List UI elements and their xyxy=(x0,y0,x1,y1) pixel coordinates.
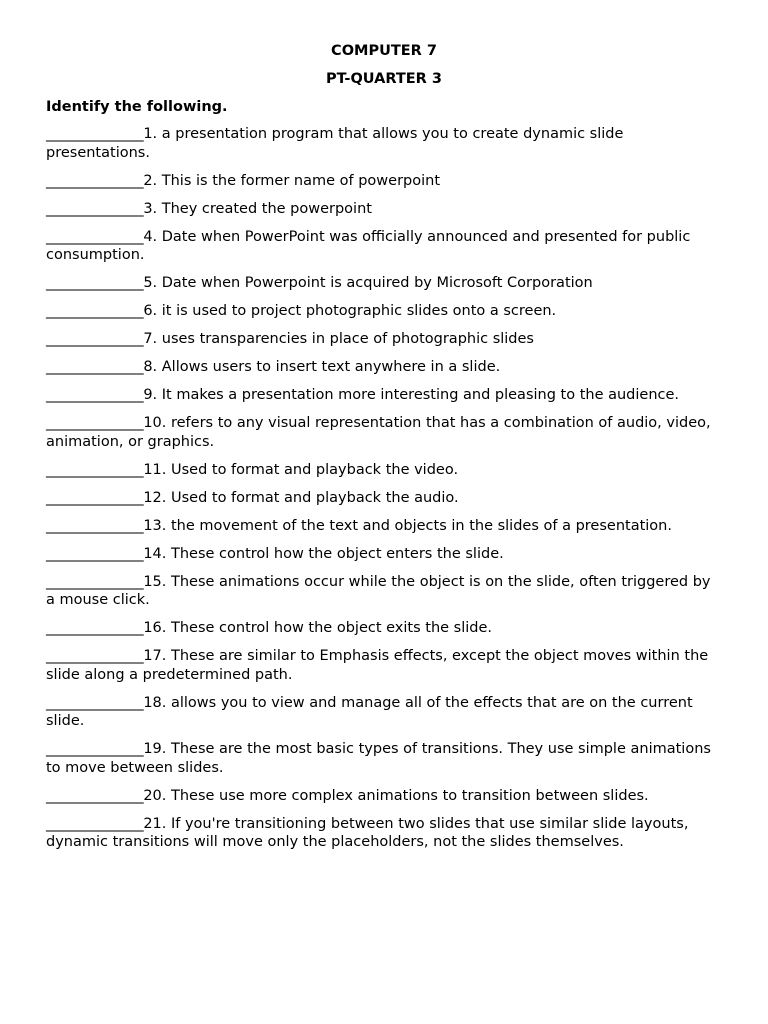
answer-blank: ______________ xyxy=(46,815,144,832)
question-item xyxy=(46,517,722,536)
question-item xyxy=(46,647,722,684)
question-item xyxy=(46,386,722,405)
question-item xyxy=(46,787,722,806)
question-text: 19. These are the most basic types of transitions. They use simple animations to move between slides. xyxy=(46,741,711,776)
answer-blank: ______________ xyxy=(46,331,144,347)
answer-blank: ______________ xyxy=(46,694,144,711)
answer-blank: ______________ xyxy=(46,489,144,506)
question-item xyxy=(46,125,722,162)
question-item xyxy=(46,694,722,731)
question-item xyxy=(46,740,722,777)
question-item xyxy=(46,228,722,265)
question-list xyxy=(46,125,722,852)
answer-blank: ______________ xyxy=(46,573,144,590)
answer-blank: ______________ xyxy=(46,620,144,636)
question-text: 12. Used to format and playback the audio. xyxy=(143,489,459,506)
question-text: 1. a presentation program that allows you to create dynamic slide presentations. xyxy=(46,126,624,161)
question-text: 8. Allows users to insert text anywhere in a slide. xyxy=(143,359,501,375)
question-item xyxy=(46,200,722,219)
question-item xyxy=(46,274,722,293)
question-item xyxy=(46,172,722,191)
question-text: 4. Date when PowerPoint was officially announced and presented for public consumption. xyxy=(46,228,691,263)
question-text: 5. Date when Powerpoint is acquired by Microsoft Corporation xyxy=(143,275,593,291)
question-item xyxy=(46,330,722,349)
answer-blank: ______________ xyxy=(46,200,144,217)
question-text: 6. it is used to project photographic slides onto a screen. xyxy=(143,303,557,319)
answer-blank: ______________ xyxy=(46,172,144,189)
question-text: 7. uses transparencies in place of photographic slides xyxy=(143,331,534,347)
answer-blank: ______________ xyxy=(46,648,144,664)
question-text: 14. These control how the object enters the slide. xyxy=(143,545,504,562)
question-text: 3. They created the powerpoint xyxy=(143,200,372,217)
question-item xyxy=(46,489,722,508)
answer-blank: ______________ xyxy=(46,415,144,431)
answer-blank: ______________ xyxy=(46,387,144,403)
subject-title: COMPUTER 7 xyxy=(331,43,437,59)
question-text: 16. These control how the object exits the slide. xyxy=(143,620,493,636)
question-text: 18. allows you to view and manage all of the effects that are on the current slide. xyxy=(46,694,693,729)
answer-blank: ______________ xyxy=(46,517,144,534)
question-item xyxy=(46,545,722,564)
answer-blank: ______________ xyxy=(46,275,144,291)
question-text: 20. These use more complex animations to transition between slides. xyxy=(143,787,649,804)
question-item xyxy=(46,573,722,610)
question-text: 9. It makes a presentation more interesting and pleasing to the audience. xyxy=(143,387,680,403)
answer-blank: ______________ xyxy=(46,545,144,562)
question-text: 2. This is the former name of powerpoint xyxy=(143,172,441,189)
question-text: 17. These are similar to Emphasis effects, except the object moves within the slide along a predetermined path. xyxy=(46,648,709,683)
answer-blank: ______________ xyxy=(46,126,144,142)
answer-blank: ______________ xyxy=(46,741,144,757)
question-item xyxy=(46,414,722,451)
quarter-title: PT-QUARTER 3 xyxy=(326,71,442,87)
question-item xyxy=(46,619,722,638)
question-text: 21. If you're transitioning between two slides that use similar slide layouts, dynamic transitions will move only the placeholders, not the slides themselves. xyxy=(46,815,689,850)
question-text: 10. refers to any visual representation that has a combination of audio, video, animation, or graphics. xyxy=(46,415,711,450)
question-text: 11. Used to format and playback the video. xyxy=(143,461,459,478)
answer-blank: ______________ xyxy=(46,228,144,245)
answer-blank: ______________ xyxy=(46,303,144,319)
answer-blank: ______________ xyxy=(46,787,144,804)
question-text: 15. These animations occur while the object is on the slide, often triggered by a mouse click. xyxy=(46,573,711,608)
answer-blank: ______________ xyxy=(46,359,144,375)
question-text: 13. the movement of the text and objects in the slides of a presentation. xyxy=(143,517,672,534)
question-item xyxy=(46,461,722,480)
answer-blank: ______________ xyxy=(46,461,144,478)
question-item xyxy=(46,302,722,321)
question-item xyxy=(46,815,722,852)
question-item xyxy=(46,358,722,377)
instruction-text: Identify the following. xyxy=(46,99,228,115)
